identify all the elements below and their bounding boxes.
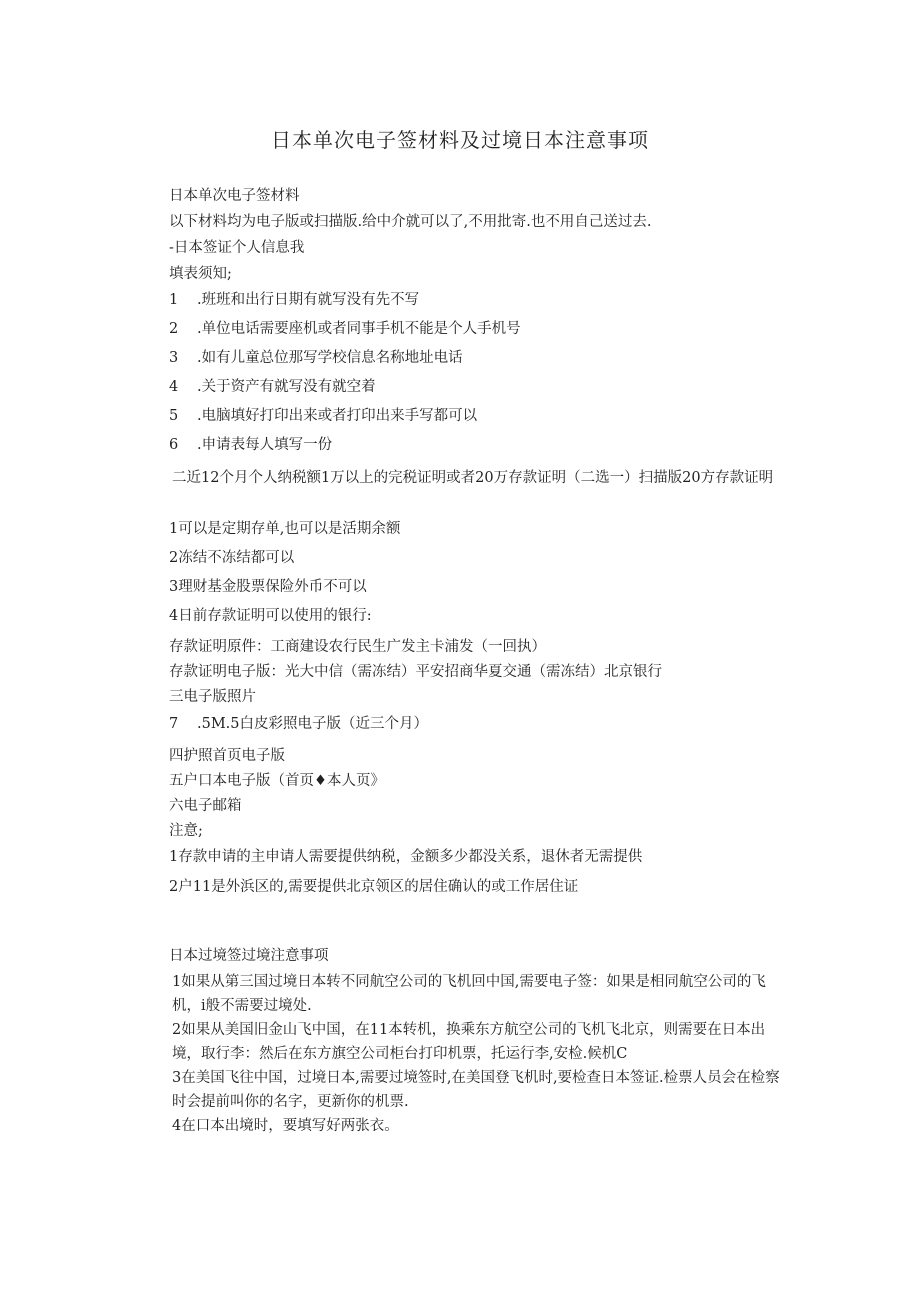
list-item: [169, 435, 332, 455]
list-item: 4日前存款证明可以使用的银行:: [169, 608, 372, 624]
part-title: 五户口本电子版（首页♦本人页》: [169, 773, 385, 789]
bank-original-text: 存款证明原件：工商建设农行民生广发主卡浦发（一回执）: [169, 639, 546, 655]
paragraph: [140, 1066, 785, 1114]
list-item-number: 4: [169, 379, 179, 395]
part-title: 三电子版照片: [169, 689, 256, 705]
list-item: [169, 714, 428, 734]
notes-label: 注意;: [169, 823, 203, 839]
paragraph: [140, 970, 785, 1018]
list-item: 3理财基金股票保险外币不可以: [169, 579, 367, 595]
part-title: 六电子邮箱: [169, 798, 242, 814]
transit-item: 2如果从美国旧金山飞中国，在11本转机，换乘东方航空公司的飞机飞北京，则需要在日本出境，取行李：然后在东方旗空公司柜台打印机票，托运行李,安检.候机C: [172, 1022, 766, 1062]
intro-text: 以下材料均为电子版或扫描版.给中介就可以了,不用批寄.也不用自己送过去.: [169, 214, 652, 230]
list-item-number: 3: [169, 350, 179, 366]
list-item-text: .班班和出行日期有就写没有先不写: [197, 292, 420, 308]
transit-item: 3在美国飞往中国，过境日本,需要过境签时,在美国登飞机时,要检查日本签证.检票人员会在检察时会提前叫你的名字，更新你的机票.: [172, 1070, 780, 1110]
part-description: 二近12个月个人纳税额1万以上的完税证明或者20万存款证明（二选一）扫描版20方存款证明: [172, 470, 774, 486]
transit-item: 4在口本出境时，要填写好两张衣。: [172, 1118, 399, 1134]
bank-electronic-text: 存款证明电子版：光大中信（需冻结）平安招商华夏交通（需冻结）北京银行: [169, 664, 662, 680]
list-item: [169, 406, 477, 426]
list-item: [169, 319, 521, 339]
list-item: [169, 348, 463, 368]
list-item-number: 1: [169, 292, 179, 308]
list-item-text: .电脑填好打印出来或者打印出来手写都可以: [197, 408, 478, 424]
section-heading: 日本过境签过境注意事项: [169, 948, 329, 964]
part-title: -日本签证个人信息我: [169, 240, 305, 256]
paragraph: [140, 1114, 785, 1138]
list-item: [169, 377, 376, 397]
paragraph: [140, 1018, 785, 1066]
list-item-text: .申请表每人填写一份: [197, 437, 333, 453]
list-item-number: 5: [169, 408, 179, 424]
list-item-text: .如有儿童总位那写学校信息名称地址电话: [197, 350, 463, 366]
list-item-text: .关于资产有就写没有就空着: [197, 379, 376, 395]
list-item: 2冻结不冻结都可以: [169, 550, 295, 566]
fill-notice-label: 填表须知;: [169, 266, 232, 282]
list-item-text: .单位电话需要座机或者同事手机不能是个人手机号: [197, 321, 521, 337]
document-title: 日本单次电子签材料及过境日本注意事项: [271, 128, 649, 152]
list-item-number: 6: [169, 437, 179, 453]
list-item-number: 2: [169, 321, 179, 337]
section-heading: 日本单次电子签材料: [169, 188, 300, 204]
list-item-text: .5M.5白皮彩照电子版（近三个月）: [197, 716, 429, 732]
note-item: 2户11是外浜区的,需要提供北京领区的居住确认的或工作居住证: [169, 879, 579, 895]
list-item-number: 7: [169, 716, 179, 732]
part-title: 四护照首页电子版: [169, 748, 285, 764]
paragraph: [140, 466, 785, 490]
transit-item: 1如果从第三国过境日本转不同航空公司的飞机回中国,需要电子签：如果是相同航空公司的飞机，i般不需要过境处.: [172, 974, 766, 1014]
note-item: 1存款申请的主申请人需要提供纳税，金额多少都没关系，退休者无需提供: [169, 849, 643, 865]
list-item: 1可以是定期存单,也可以是活期余额: [169, 521, 401, 537]
list-item: [169, 290, 419, 310]
